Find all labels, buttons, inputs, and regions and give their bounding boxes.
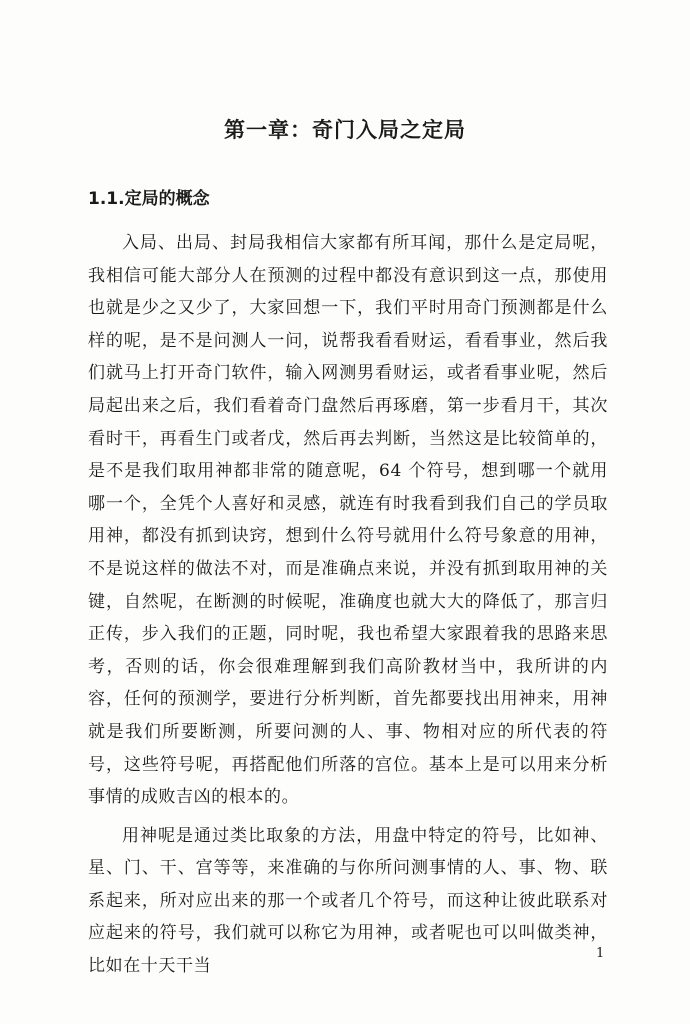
page-number: 1: [596, 946, 605, 961]
section-title: 1.1.定局的概念: [88, 189, 210, 209]
body-text: [88, 227, 608, 989]
paragraph: 用神呢是通过类比取象的方法，用盘中特定的符号，比如神、星、门、干、宫等等，来准确的与你所问测事情的人、事、物、联系起来，所对应出来的那一个或者几个符号，而这种让彼此联系对应起来的符号，我们就可以称它为用神，或者呢也可以叫做类神，比如在十天干当: [88, 825, 608, 977]
chapter-title: 第一章：奇门入局之定局: [224, 118, 466, 142]
paragraph: 入局、出局、封局我相信大家都有所耳闻，那什么是定局呢，我相信可能大部分人在预测的过程中都没有意识到这一点，那使用也就是少之又少了，大家回想一下，我们平时用奇门预测都是什么样的呢，是不是问测人一问，说帮我看看财运，看看事业，然后我们就马上打开奇门软件，输入网测男看财运，或者看事业呢，然后局起出来之后，我们看着奇门盘然后再琢磨，第一步看月干，其次看时干，再看生门或者戊，然后再去判断，当然这是比较简单的，是不是我们取用神都非常的随意呢，64 个符号，想到哪一个就用哪一个，全凭个人喜好和灵感，就连有时我看到我们自己的学员取用神，都没有抓到诀窍，想到什么符号就用什么符号象意的用神，不是说这样的做法不对，而是准确点来说，并没有抓到取用神的关键，自然呢，在断测的时候呢，准确度也就大大的降低了，那言归正传，步入我们的正题，同时呢，我也希望大家跟着我的思路来思考，否则的话，你会很难理解到我们高阶教材当中，我所讲的内容，任何的预测学，要进行分析判断，首先都要找出用神来，用神就是我们所要断测，所要问测的人、事、物相对应的所代表的符号，这些符号呢，再搭配他们所落的宫位。基本上是可以用来分析事情的成败吉凶的根本的。: [88, 233, 608, 808]
